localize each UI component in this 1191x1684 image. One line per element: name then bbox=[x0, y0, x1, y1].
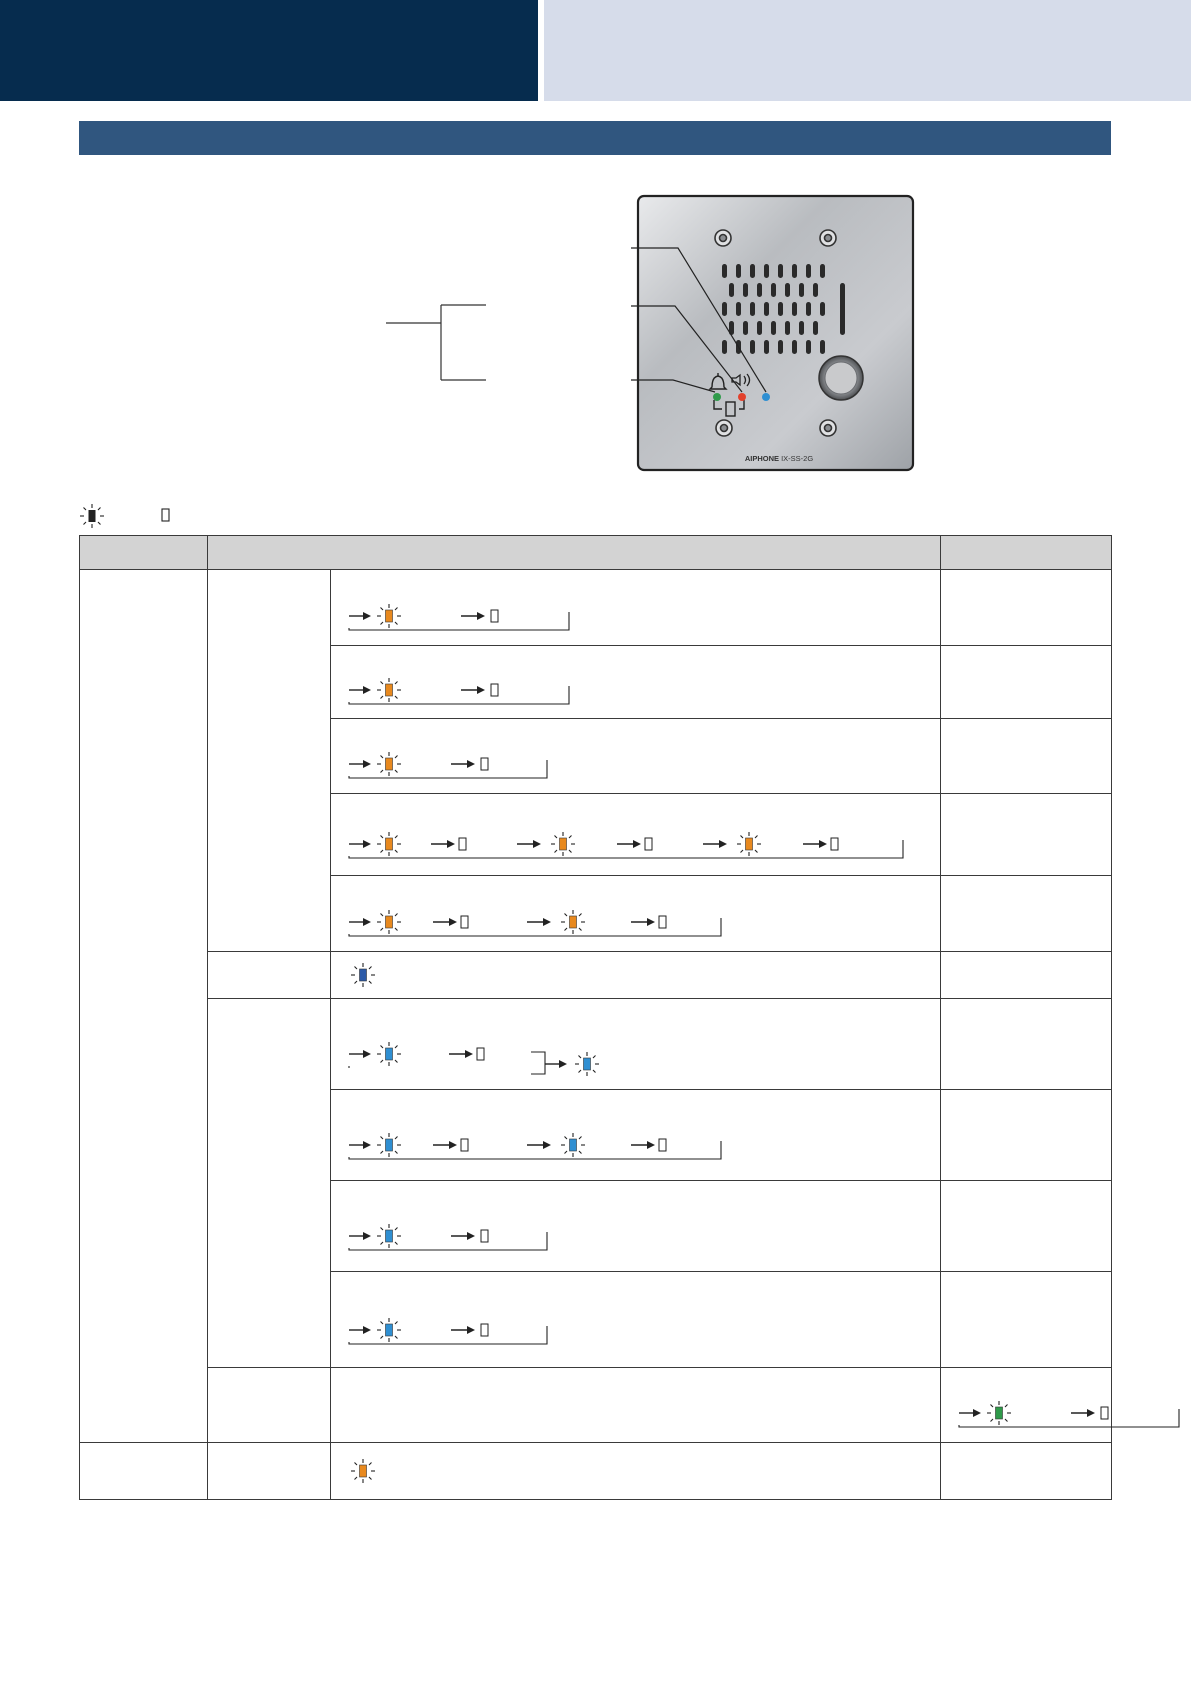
led-sequence bbox=[941, 1368, 1191, 1441]
call-button-icon bbox=[819, 356, 863, 400]
arrow-right-icon bbox=[527, 918, 551, 926]
sequence-cell bbox=[331, 794, 941, 876]
blink-led-icon bbox=[561, 1133, 585, 1157]
led-sequence bbox=[331, 876, 941, 950]
blink-led-icon bbox=[377, 832, 401, 856]
notes-cell bbox=[941, 646, 1112, 719]
blink-led-icon bbox=[737, 832, 761, 856]
led-red bbox=[738, 393, 746, 401]
notes-cell bbox=[941, 876, 1112, 952]
arrow-right-icon bbox=[349, 1141, 371, 1149]
arrow-right-icon bbox=[449, 1050, 473, 1058]
cell-group-b bbox=[208, 1368, 331, 1443]
sequence-cell bbox=[331, 1181, 941, 1272]
led-sequence bbox=[331, 999, 941, 1088]
blink-led-icon bbox=[377, 752, 401, 776]
header-led bbox=[80, 536, 208, 570]
arrow-right-icon bbox=[517, 840, 541, 848]
arrow-right-icon bbox=[461, 612, 485, 620]
arrow-right-icon bbox=[461, 686, 485, 694]
led-off-box-icon bbox=[491, 684, 498, 696]
arrow-right-icon bbox=[617, 840, 641, 848]
led-blue bbox=[762, 393, 770, 401]
led-sequence bbox=[331, 719, 941, 792]
sequence-cell bbox=[331, 570, 941, 646]
sequence-cell bbox=[331, 719, 941, 794]
arrow-right-icon bbox=[631, 918, 655, 926]
led-off-box-icon bbox=[477, 1048, 484, 1060]
led-sequence bbox=[331, 1443, 941, 1498]
arrow-right-icon bbox=[349, 1232, 371, 1240]
sequence-cell bbox=[331, 1272, 941, 1368]
svg-text:AIPHONE IX-SS-2G bbox=[745, 454, 814, 463]
callout-bracket bbox=[386, 305, 486, 380]
table-row bbox=[80, 999, 1112, 1090]
led-off-box-icon bbox=[461, 1139, 468, 1151]
arrow-right-icon bbox=[433, 1141, 457, 1149]
led-off-box-icon bbox=[481, 758, 488, 770]
led-off-box-icon bbox=[645, 838, 652, 850]
arrow-right-icon bbox=[703, 840, 727, 848]
sequence-cell bbox=[941, 1368, 1112, 1443]
arrow-right-icon bbox=[1071, 1409, 1095, 1417]
notes-cell bbox=[941, 719, 1112, 794]
led-off-box-icon bbox=[481, 1324, 488, 1336]
blink-led-icon bbox=[377, 1133, 401, 1157]
header-notes bbox=[941, 536, 1112, 570]
table-row bbox=[80, 570, 1112, 646]
blink-led-icon bbox=[351, 1459, 375, 1483]
led-off-box-icon bbox=[491, 610, 498, 622]
table-row bbox=[80, 1368, 1112, 1443]
led-off-box-icon bbox=[659, 1139, 666, 1151]
arrow-right-icon bbox=[349, 686, 371, 694]
bracket-line bbox=[531, 1052, 545, 1074]
led-sequence bbox=[331, 570, 941, 644]
notes-cell bbox=[941, 1443, 1112, 1500]
led-status-table bbox=[79, 535, 1112, 1500]
arrow-right-icon bbox=[349, 1326, 371, 1334]
arrow-right-icon bbox=[451, 1326, 475, 1334]
blink-led-icon bbox=[377, 1318, 401, 1342]
blink-led-icon bbox=[377, 1042, 401, 1066]
led-off-box-icon bbox=[481, 1230, 488, 1242]
cell-sub-c1 bbox=[208, 1443, 331, 1500]
arrow-right-icon bbox=[349, 840, 371, 848]
notes-cell bbox=[941, 952, 1112, 999]
arrow-right-icon bbox=[545, 1060, 567, 1068]
arrow-right-icon bbox=[451, 760, 475, 768]
led-sequence bbox=[331, 794, 941, 874]
blink-led-icon bbox=[551, 832, 575, 856]
notes-cell bbox=[941, 1272, 1112, 1368]
blink-led-icon bbox=[987, 1401, 1011, 1425]
cell-sub-a1 bbox=[208, 570, 331, 952]
blink-led-icon bbox=[561, 910, 585, 934]
led-legend bbox=[79, 503, 199, 529]
sequence-cell bbox=[331, 999, 941, 1090]
arrow-right-icon bbox=[349, 918, 371, 926]
led-green bbox=[713, 393, 721, 401]
cell-group-a bbox=[80, 570, 208, 1443]
loop-line bbox=[349, 686, 569, 704]
led-off-box-icon bbox=[1101, 1407, 1108, 1419]
blink-led-icon bbox=[377, 910, 401, 934]
led-off-box-icon bbox=[831, 838, 838, 850]
led-off-box-icon bbox=[459, 838, 466, 850]
led-off-box-icon bbox=[162, 509, 169, 521]
notes-cell bbox=[941, 794, 1112, 876]
loop-line bbox=[349, 1232, 547, 1250]
notes-cell bbox=[941, 999, 1112, 1090]
arrow-right-icon bbox=[349, 1050, 371, 1058]
loop-line bbox=[349, 612, 569, 630]
notes-cell bbox=[941, 1181, 1112, 1272]
table-row bbox=[80, 1443, 1112, 1500]
led-sequence bbox=[331, 1090, 941, 1179]
arrow-right-icon bbox=[433, 918, 457, 926]
blink-led-icon bbox=[377, 678, 401, 702]
led-sequence bbox=[331, 1272, 941, 1366]
model-number: IX-SS-2G bbox=[781, 454, 814, 463]
loop-line bbox=[349, 1326, 547, 1344]
sequence-cell bbox=[331, 952, 941, 999]
sequence-cell bbox=[331, 646, 941, 719]
sequence-cell bbox=[331, 1090, 941, 1181]
blink-led-icon bbox=[377, 1224, 401, 1248]
loop-line bbox=[959, 1409, 1179, 1427]
table-header-row bbox=[80, 536, 1112, 570]
cell-sub-a3 bbox=[208, 999, 331, 1368]
arrow-right-icon bbox=[959, 1409, 981, 1417]
table-row bbox=[80, 952, 1112, 999]
led-sequence bbox=[331, 646, 941, 717]
sequence-cell bbox=[331, 1443, 941, 1500]
arrow-right-icon bbox=[527, 1141, 551, 1149]
notes-cell bbox=[941, 1090, 1112, 1181]
cell-sub-b1 bbox=[331, 1368, 941, 1443]
blink-led-icon bbox=[80, 504, 104, 528]
led-off-box-icon bbox=[461, 916, 468, 928]
arrow-right-icon bbox=[803, 840, 827, 848]
loop-line bbox=[349, 760, 547, 778]
arrow-right-icon bbox=[349, 612, 371, 620]
cell-sub-a2 bbox=[208, 952, 331, 999]
notes-cell bbox=[941, 570, 1112, 646]
led-sequence bbox=[331, 1181, 941, 1270]
blink-led-icon bbox=[351, 963, 375, 987]
blink-led-icon bbox=[377, 604, 401, 628]
arrow-right-icon bbox=[431, 840, 455, 848]
cell-group-c bbox=[80, 1443, 208, 1500]
header-status bbox=[208, 536, 941, 570]
arrow-right-icon bbox=[451, 1232, 475, 1240]
model-brand: AIPHONE bbox=[744, 454, 779, 463]
led-off-box-icon bbox=[659, 916, 666, 928]
blink-led-icon bbox=[575, 1052, 599, 1076]
led-sequence bbox=[331, 952, 941, 997]
device-diagram bbox=[0, 0, 1191, 480]
sequence-cell bbox=[331, 876, 941, 952]
arrow-right-icon bbox=[631, 1141, 655, 1149]
arrow-right-icon bbox=[349, 760, 371, 768]
